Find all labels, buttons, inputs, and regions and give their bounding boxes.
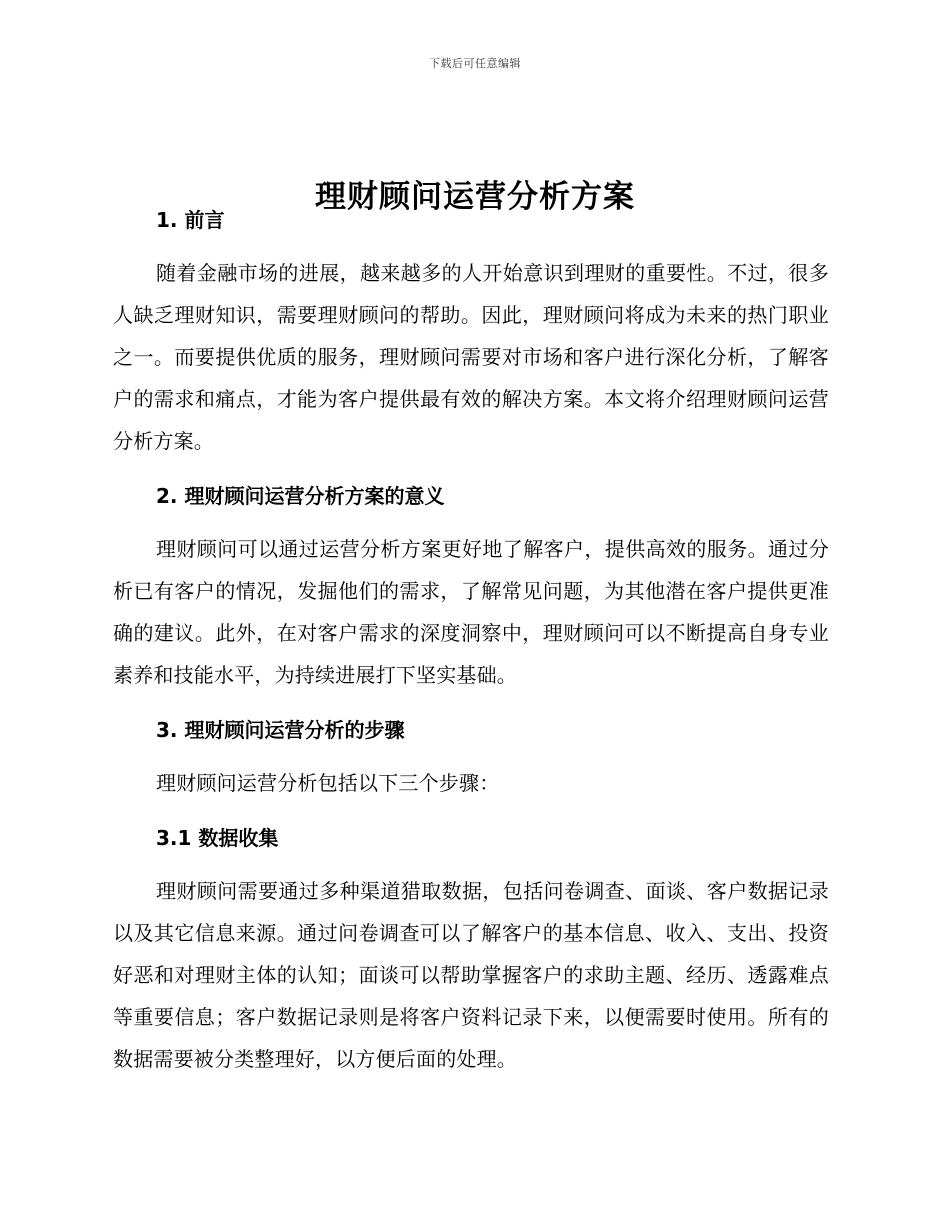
section-heading-steps: 3. 理财顾问运营分析的步骤 bbox=[156, 718, 405, 742]
document-body bbox=[113, 200, 829, 1080]
section-heading-significance: 2. 理财顾问运营分析方案的意义 bbox=[156, 484, 445, 508]
section-paragraph-steps: 理财顾问运营分析包括以下三个步骤： bbox=[156, 771, 500, 795]
section-paragraph-preface: 随着金融市场的进展，越来越多的人开始意识到理财的重要性。不过，很多人缺乏理财知识，需要理财顾问的帮助。因此，理财顾问将成为未来的热门职业之一。而要提供优质的服务，理财顾问需要对市场和客户进行深化分析，了解客户的需求和痛点，才能为客户提供最有效的解决方案。本文将介绍理财顾问运营分析方案。 bbox=[113, 261, 829, 453]
section-paragraph-significance: 理财顾问可以通过运营分析方案更好地了解客户，提供高效的服务。通过分析已有客户的情况，发掘他们的需求，了解常见问题，为其他潜在客户提供更准确的建议。此外，在对客户需求的深度洞察中，理财顾问可以不断提高自身专业素养和技能水平，为持续进展打下坚实基础。 bbox=[113, 537, 829, 687]
document-title: 理财顾问运营分析方案 bbox=[315, 178, 635, 215]
page-header-note: 下载后可任意编辑 bbox=[429, 57, 521, 70]
section-paragraph-data-collection: 理财顾问需要通过多种渠道猎取数据，包括问卷调查、面谈、客户数据记录以及其它信息来源。通过问卷调查可以了解客户的基本信息、收入、支出、投资好恶和对理财主体的认知；面谈可以帮助掌握客户的求助主题、经历、透露难点等重要信息；客户数据记录则是将客户资料记录下来，以便需要时使用。所有的数据需要被分类整理好，以方便后面的处理。 bbox=[113, 879, 829, 1071]
section-heading-data-collection: 3.1 数据收集 bbox=[156, 826, 279, 850]
section-heading-preface: 1. 前言 bbox=[156, 208, 225, 232]
